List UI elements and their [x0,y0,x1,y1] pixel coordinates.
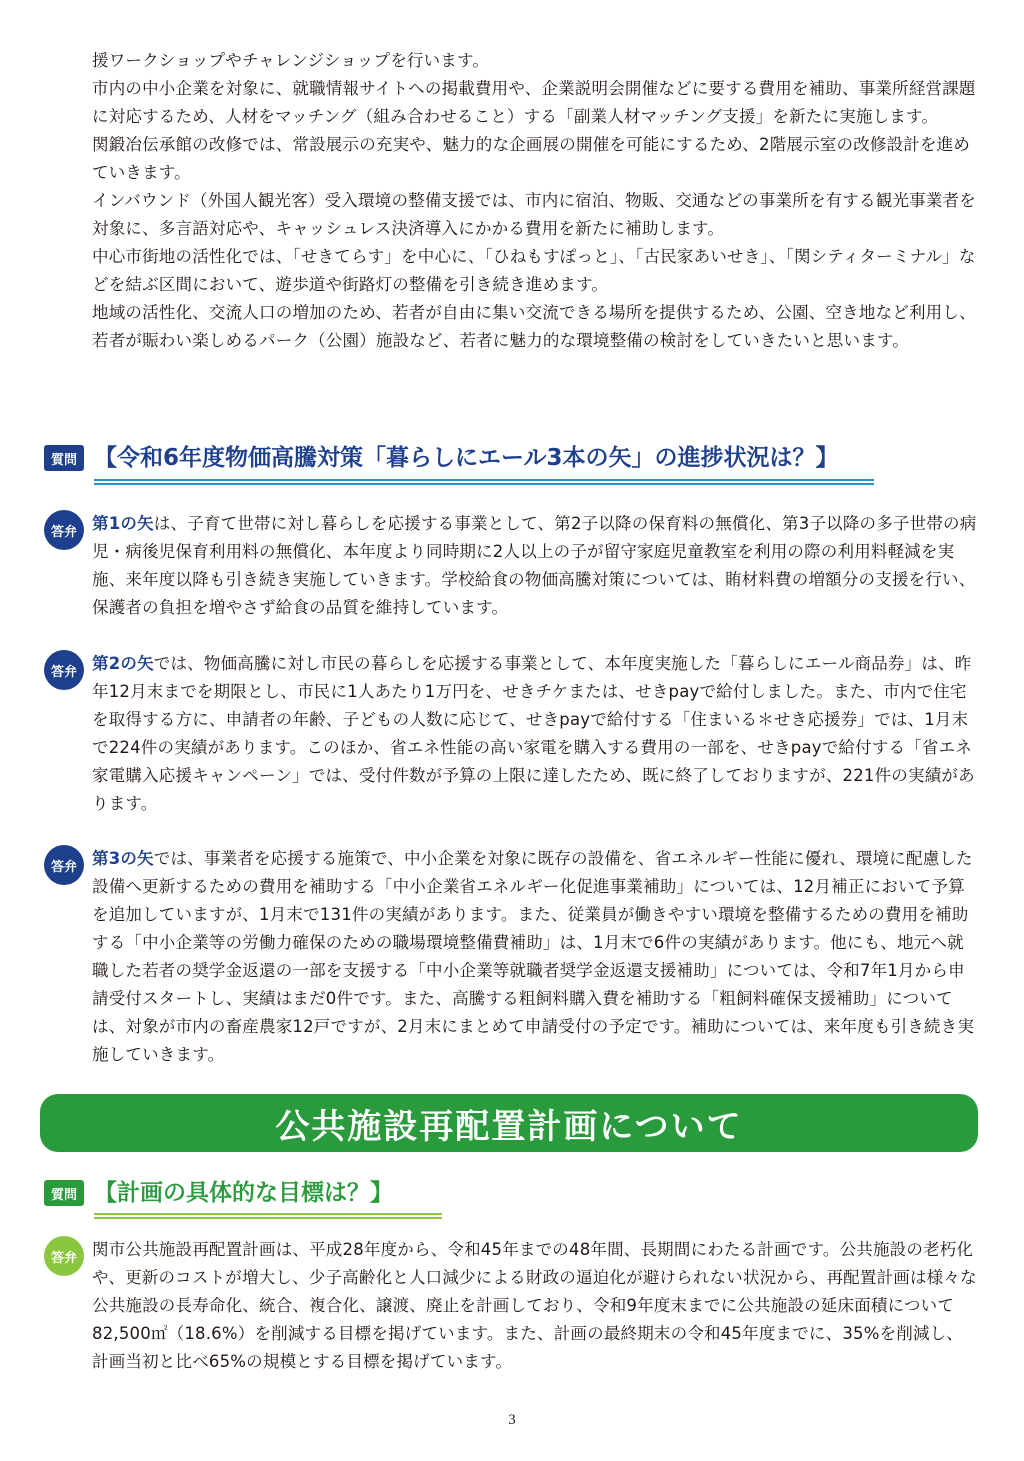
answer-body: では、事業者を応援する施策で、中小企業を対象に既存の設備を、省エネルギー性能に優れ、環境に配慮した設備へ更新するための費用を補助する「中小企業省エネルギー化促進事業補助」については、12月補正において予算を追加していますが、1月末で131件の実績があります。また、従業員が働きやすい環境を整備するための費用を補助する「中小企業等の労働力確保のための職場環境整備費補助」は、1月末で6件の実績があります。他にも、地元へ就職した若者の奨学金返還の一部を支援する「中小企業等就職者奨学金返還支援補助」については、令和7年1月から申請受付スタートし、実績はまだ0件です。また、高騰する粗飼料購入費を補助する「粗飼料確保支援補助」については、対象が市内の畜産農家12戸ですが、2月末にまとめて申請受付の予定です。補助については、来年度も引き続き実施していきます。 [92,849,975,1064]
intro-paragraph: インバウンド（外国人観光客）受入環境の整備支援では、市内に宿泊、物販、交通などの事業所を有する観光事業者を対象に、多言語対応や、キャッシュレス決済導入にかかる費用を新たに補助します。 [92,191,976,238]
question-title: 【計画の具体的な目標は？】 [94,1180,393,1206]
question-badge: 質問 [44,1180,84,1206]
question-heading-2 [44,1176,444,1216]
heading-rule [94,1217,442,1219]
heading-rule [94,479,874,481]
answer-badge: 答弁 [44,1236,84,1276]
arrow-label: 第1の矢 [92,514,154,533]
answer-text [92,510,978,622]
intro-paragraph: 市内の中小企業を対象に、就職情報サイトへの掲載費用や、企業説明会開催などに要する費用を補助、事業所経営課題に対応するため、人材をマッチング（組み合わせること）する「副業人材マッチング支援」を新たに実施します。 [92,79,976,126]
heading-rule [94,1213,442,1215]
answer-text [92,845,978,1069]
section-banner: 公共施設再配置計画について [40,1094,978,1152]
question-title: 【令和6年度物価高騰対策「暮らしにエール3本の矢」の進捗状況は？】 [94,445,839,471]
answer-block-1 [44,510,978,626]
arrow-label: 第2の矢 [92,654,154,673]
page-number: 3 [508,1412,516,1428]
answer-text [92,650,978,818]
answer-block-4 [44,1236,978,1406]
answer-text: 関市公共施設再配置計画は、平成28年度から、令和45年までの48年間、長期間にわたる計画です。公共施設の老朽化や、更新のコストが増大し、少子高齢化と人口減少による財政の逼迫化が避けられない状況から、再配置計画は様々な公共施設の長寿命化、統合、複合化、譲渡、廃止を計画しており、令和9年度末までに公共施設の延床面積について82,500㎡（18.6%）を削減する目標を掲げています。また、計画の最終期末の令和45年度までに、35%を削減し、計画当初と比べ65%の規模とする目標を掲げています。 [92,1240,977,1371]
answer-badge: 答弁 [44,510,84,550]
intro-text [92,47,978,355]
arrow-label: 第3の矢 [92,849,154,868]
intro-paragraph: 関鍛冶伝承館の改修では、常設展示の充実や、魅力的な企画展の開催を可能にするため、2階展示室の改修設計を進めていきます。 [92,135,971,182]
answer-badge: 答弁 [44,845,84,885]
answer-block-2 [44,650,978,820]
intro-paragraph: 中心市街地の活性化では、「せきてらす」を中心に、「ひねもすぽっと」、「古民家あいせき」、「関シティターミナル」などを結ぶ区間において、遊歩道や街路灯の整備を引き続き進めます。 [92,247,976,294]
heading-rule [94,483,874,485]
answer-badge: 答弁 [44,650,84,690]
intro-paragraph: 援ワークショップやチャレンジショップを行います。 [92,51,490,70]
question-heading-1 [44,441,874,481]
answer-block-3 [44,845,978,1075]
answer-body: では、物価高騰に対し市民の暮らしを応援する事業として、本年度実施した「暮らしにエール商品券」は、昨年12月末までを期限とし、市民に1人あたり1万円を、せきチケまたは、せきpayで給付しました。また、市内で住宅を取得する方に、申請者の年齢、子どもの人数に応じて、せきpayで給付する「住まいる＊せき応援券」では、1月末で224件の実績があります。このほか、省エネ性能の高い家電を購入する費用の一部を、せきpayで給付する「省エネ家電購入応援キャンペーン」では、受付件数が予算の上限に達したため、既に終了しておりますが、221件の実績があります。 [92,654,975,813]
intro-paragraph: 地域の活性化、交流人口の増加のため、若者が自由に集い交流できる場所を提供するため、公園、空き地など利用し、若者が賑わい楽しめるパーク（公園）施設など、若者に魅力的な環境整備の検討をしていきたいと思います。 [92,303,976,350]
answer-body: は、子育て世帯に対し暮らしを応援する事業として、第2子以降の保育料の無償化、第3子以降の多子世帯の病児・病後児保育利用料の無償化、本年度より同時期に2人以上の子が留守家庭児童教室を利用の際の利用料軽減を実施、来年度以降も引き続き実施していきます。学校給食の物価高騰対策については、賄材料費の増額分の支援を行い、保護者の負担を増やさず給食の品質を維持しています。 [92,514,977,617]
question-badge: 質問 [44,445,84,471]
